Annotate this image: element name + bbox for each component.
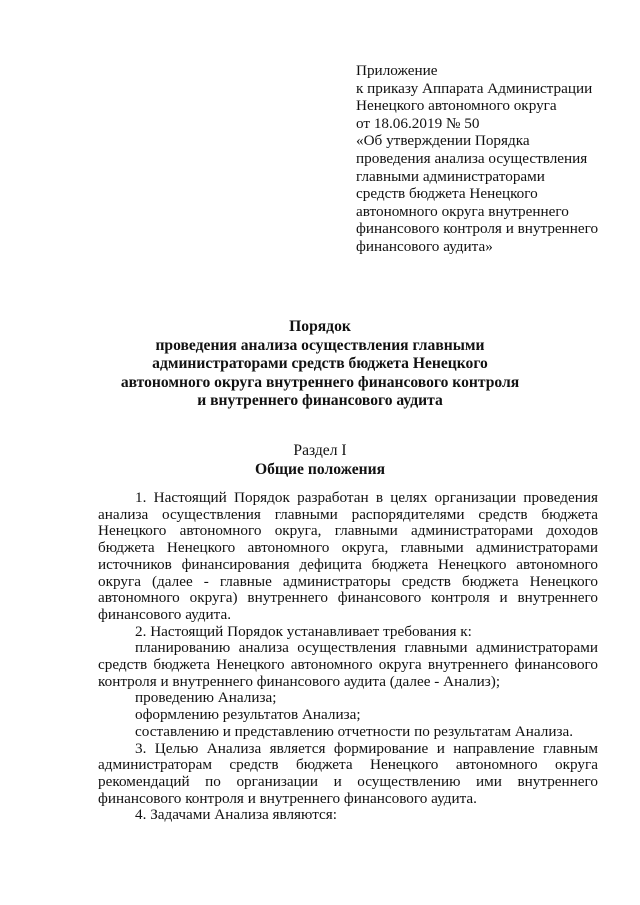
annex-line: к приказу Аппарата Администрации bbox=[356, 79, 593, 97]
title-line: Порядок bbox=[289, 318, 351, 335]
document-title bbox=[120, 318, 520, 411]
annex-line: автономного округа внутреннего bbox=[356, 202, 569, 220]
paragraph: проведению Анализа; bbox=[135, 689, 277, 707]
title-line: администраторами средств бюджета Ненецкого bbox=[152, 355, 488, 372]
annex-line: проведения анализа осуществления bbox=[356, 149, 588, 167]
paragraph: 3. Целью Анализа является формирование и направление главным администраторам средств бюджета Ненецкого автономного округа рекомендаций по организации и осуществлению ими внутреннего финансового контроля и внутреннего финансового аудита. bbox=[98, 739, 598, 807]
annex-block bbox=[356, 62, 616, 256]
title-line: автономного округа внутреннего финансового контроля bbox=[120, 373, 520, 391]
body-text bbox=[98, 490, 598, 824]
paragraph: 4. Задачами Анализа являются: bbox=[135, 806, 337, 824]
title-line: проведения анализа осуществления главными bbox=[155, 336, 485, 354]
paragraph: планированию анализа осуществления главными администраторами средств бюджета Ненецкого автономного округа внутреннего финансового контроля и внутреннего финансового аудита (далее - Анализ); bbox=[98, 639, 598, 690]
section-name: Общие положения bbox=[254, 460, 386, 478]
paragraph: 1. Настоящий Порядок разработан в целях организации проведения анализа осуществления главными распорядителями средств бюджета Ненецкого автономного округа, главными администраторами доходов бюджета Ненецкого автономного округа, главными администраторами источников финансирования дефицита бюджета Ненецкого автономного округа (далее - главные администраторы средств бюджета Ненецкого автономного округа) внутреннего финансового контроля и внутреннего финансового аудита. bbox=[98, 489, 598, 623]
annex-line: Приложение bbox=[356, 62, 438, 79]
section-heading bbox=[120, 442, 520, 479]
annex-line: «Об утверждении Порядка bbox=[356, 132, 530, 150]
annex-line: от 18.06.2019 № 50 bbox=[356, 114, 480, 132]
section-number: Раздел I bbox=[293, 442, 347, 459]
annex-line: Ненецкого автономного округа bbox=[356, 97, 557, 115]
paragraph: 2. Настоящий Порядок устанавливает требования к: bbox=[135, 622, 472, 640]
annex-line: финансового аудита» bbox=[356, 237, 493, 255]
title-line: и внутреннего финансового аудита bbox=[197, 392, 443, 409]
annex-line: средств бюджета Ненецкого bbox=[356, 185, 538, 203]
paragraph: составлению и представлению отчетности по результатам Анализа. bbox=[135, 722, 573, 740]
annex-line: главными администраторами bbox=[356, 167, 545, 185]
paragraph: оформлению результатов Анализа; bbox=[135, 706, 361, 724]
annex-line: финансового контроля и внутреннего bbox=[356, 220, 599, 238]
